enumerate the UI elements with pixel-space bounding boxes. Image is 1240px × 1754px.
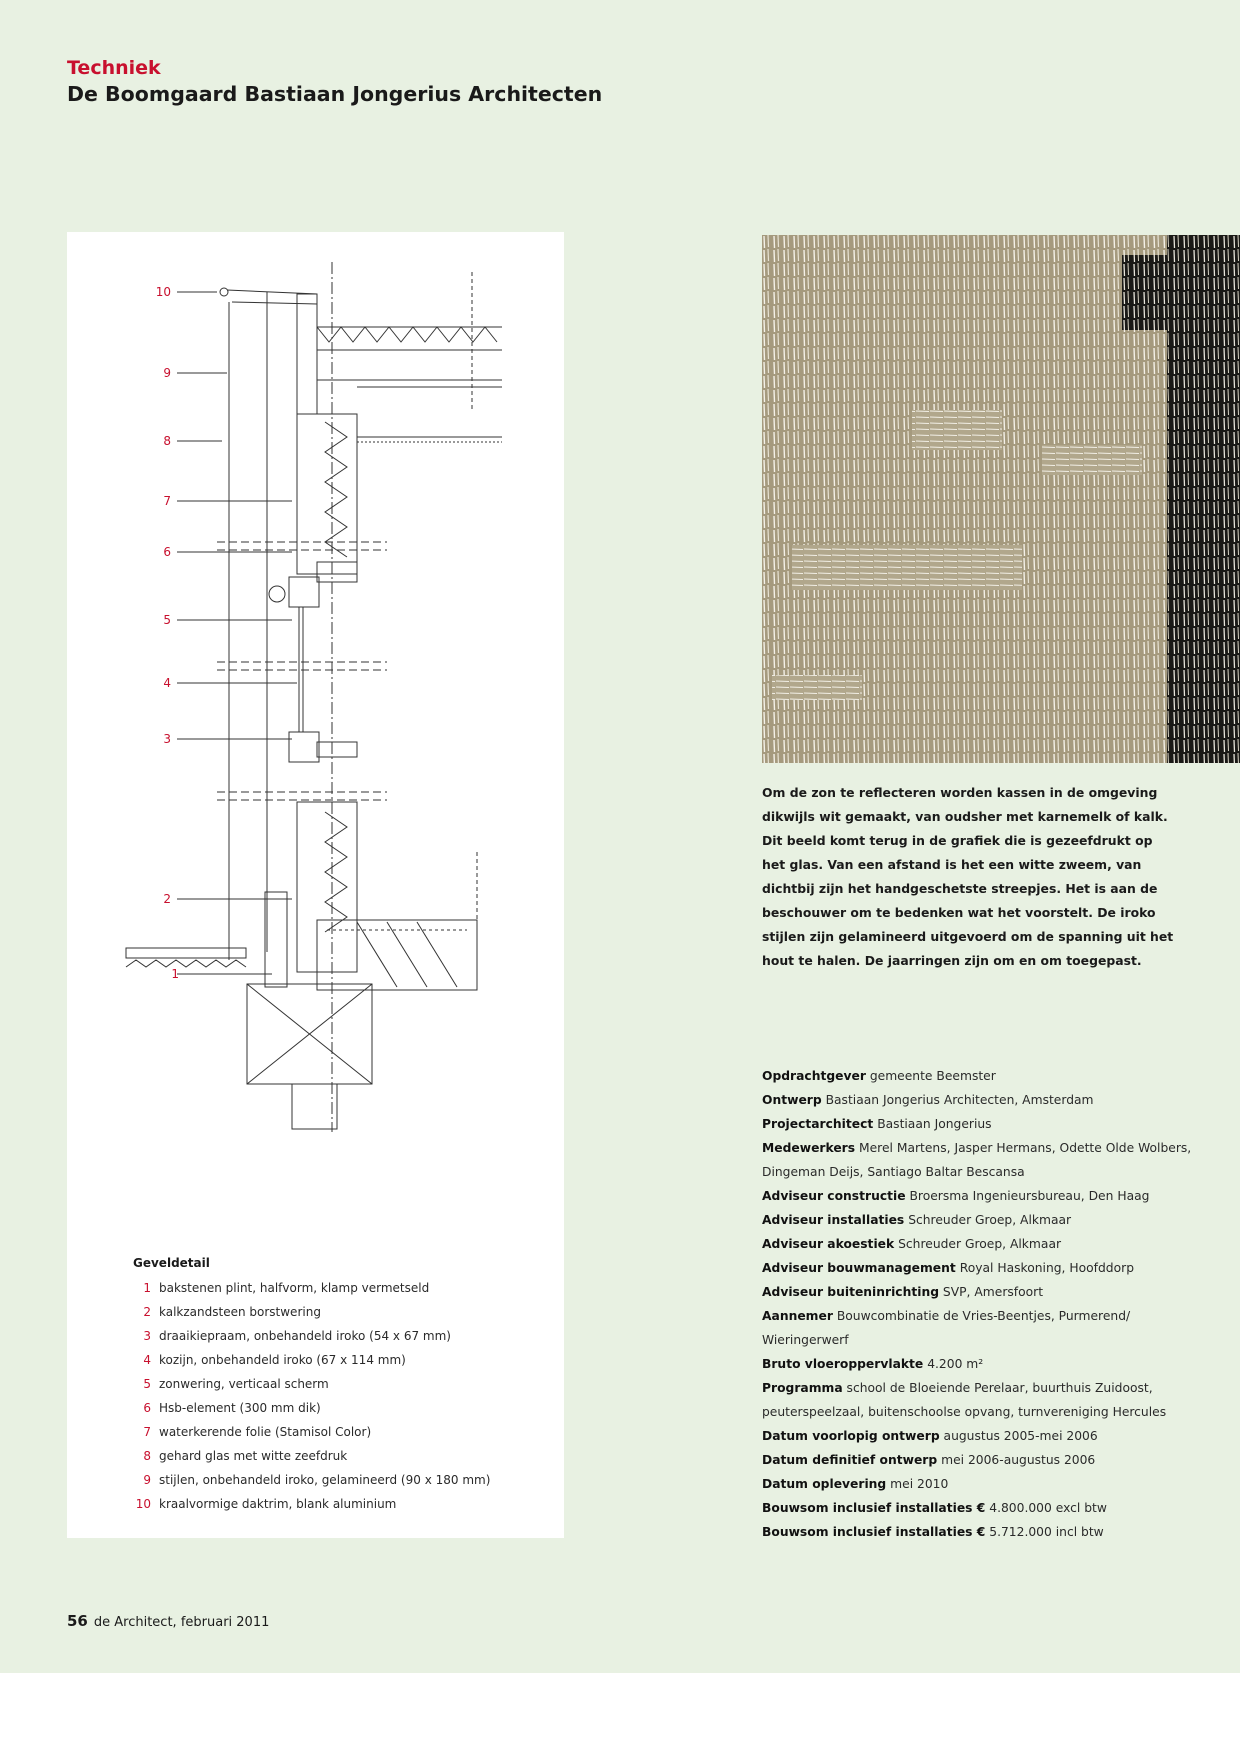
legend-text: draaikiepraam, onbehandeld iroko (54 x 67 mm)	[159, 1329, 451, 1343]
credit-value: Schreuder Groep, Alkmaar	[898, 1237, 1062, 1251]
legend-item	[133, 1372, 553, 1396]
credit-row	[762, 1112, 1202, 1136]
credit-key: Adviseur installaties	[762, 1213, 905, 1227]
credit-row	[762, 1520, 1202, 1544]
legend-item	[133, 1348, 553, 1372]
credit-key: Bouwsom inclusief installaties €	[762, 1525, 986, 1539]
legend-num: 1	[143, 1281, 151, 1295]
legend-item	[133, 1492, 553, 1516]
photo-caption: Om de zon te reflecteren worden kassen in de omgeving dikwijls wit gemaakt, van oudsher met karnemelk of kalk. Dit beeld komt terug in de grafiek die is gezeefdrukt op het glas. Van een afstand is het een witte zweem, van dichtbij zijn het handgeschetste streepjes. Het is aan de beschouwer om te bedenken wat het voorstelt. De iroko stijlen zijn gelamineerd uitgevoerd om de spanning uit het hout te halen. De jaarringen zijn om en om toegepast.	[762, 785, 1174, 968]
credit-value: Royal Haskoning, Hoofddorp	[959, 1261, 1134, 1275]
credit-key: Projectarchitect	[762, 1117, 874, 1131]
legend-num: 9	[143, 1473, 151, 1487]
legend-item	[133, 1396, 553, 1420]
credit-value: Broersma Ingenieursbureau, Den Haag	[909, 1189, 1150, 1203]
credit-key: Medewerkers	[762, 1141, 856, 1155]
legend-num: 4	[143, 1353, 151, 1367]
credit-row	[762, 1232, 1202, 1256]
callout-10: 10	[155, 285, 171, 299]
credit-row	[762, 1208, 1202, 1232]
legend-num: 6	[143, 1401, 151, 1415]
credit-value: Merel Martens, Jasper Hermans, Odette Olde Wolbers, Dingeman Deijs, Santiago Baltar Bescansa	[762, 1141, 1192, 1179]
credit-row	[762, 1184, 1202, 1208]
callout-7: 7	[163, 494, 171, 508]
publication-name: de Architect, februari 2011	[93, 1615, 270, 1630]
credit-row	[762, 1376, 1202, 1424]
credit-value: Bouwcombinatie de Vries-Beentjes, Purmerend/ Wieringerwerf	[762, 1309, 1131, 1347]
credit-row	[762, 1448, 1202, 1472]
legend-text: kalkzandsteen borstwering	[159, 1305, 321, 1319]
legend-item	[133, 1276, 553, 1300]
legend-num: 5	[143, 1377, 151, 1391]
credit-value: mei 2006-augustus 2006	[941, 1453, 1096, 1467]
credit-key: Opdrachtgever	[762, 1069, 866, 1083]
page-number: 56	[67, 1612, 88, 1630]
callout-9: 9	[163, 366, 171, 380]
legend-text: stijlen, onbehandeld iroko, gelamineerd (90 x 180 mm)	[159, 1473, 491, 1487]
credit-row	[762, 1496, 1202, 1520]
credit-row	[762, 1352, 1202, 1376]
credit-row	[762, 1304, 1202, 1352]
credit-key: Adviseur akoestiek	[762, 1237, 895, 1251]
credit-value: Schreuder Groep, Alkmaar	[908, 1213, 1072, 1227]
section-label: Techniek	[67, 57, 161, 79]
legend-num: 3	[143, 1329, 151, 1343]
legend-num: 7	[143, 1425, 151, 1439]
credit-value: 5.712.000 incl btw	[989, 1525, 1104, 1539]
credit-row	[762, 1136, 1202, 1184]
callout-2: 2	[163, 892, 171, 906]
credit-key: Adviseur buiteninrichting	[762, 1285, 939, 1299]
credit-value: school de Bloeiende Perelaar, buurthuis Zuidoost, peuterspeelzaal, buitenschoolse opvang, turnvereniging Hercules	[762, 1381, 1167, 1419]
credit-row	[762, 1064, 1202, 1088]
callout-5: 5	[163, 613, 171, 627]
credit-row	[762, 1280, 1202, 1304]
legend-item	[133, 1444, 553, 1468]
callout-6: 6	[163, 545, 171, 559]
credit-value: gemeente Beemster	[869, 1069, 996, 1083]
legend-text: kraalvormige daktrim, blank aluminium	[159, 1497, 397, 1511]
legend-title: Geveldetail	[133, 1256, 210, 1270]
facade-detail-panel	[67, 232, 564, 1538]
callout-8: 8	[163, 434, 171, 448]
page-title: De Boomgaard Bastiaan Jongerius Architecten	[67, 82, 603, 106]
credit-value: augustus 2005-mei 2006	[943, 1429, 1098, 1443]
callout-3: 3	[163, 732, 171, 746]
legend-text: gehard glas met witte zeefdruk	[159, 1449, 348, 1463]
credit-key: Aannemer	[762, 1309, 833, 1323]
project-credits	[762, 1064, 1202, 1544]
legend	[133, 1256, 553, 1516]
credit-key: Datum oplevering	[762, 1477, 887, 1491]
credit-row	[762, 1424, 1202, 1448]
credit-key: Bouwsom inclusief installaties €	[762, 1501, 986, 1515]
credit-key: Datum voorlopig ontwerp	[762, 1429, 940, 1443]
legend-text: zonwering, verticaal scherm	[159, 1377, 329, 1391]
legend-num: 2	[143, 1305, 151, 1319]
facade-section-drawing	[67, 232, 564, 1232]
credit-key: Datum definitief ontwerp	[762, 1453, 938, 1467]
page-footer	[67, 1612, 269, 1630]
credit-key: Adviseur bouwmanagement	[762, 1261, 956, 1275]
legend-item	[133, 1468, 553, 1492]
credit-value: mei 2010	[890, 1477, 949, 1491]
credit-key: Programma	[762, 1381, 843, 1395]
credit-value: Bastiaan Jongerius Architecten, Amsterdam	[825, 1093, 1094, 1107]
legend-text: kozijn, onbehandeld iroko (67 x 114 mm)	[159, 1353, 406, 1367]
legend-item	[133, 1300, 553, 1324]
callout-1: 1	[171, 967, 179, 981]
callout-4: 4	[163, 676, 171, 690]
legend-item	[133, 1420, 553, 1444]
credit-row	[762, 1472, 1202, 1496]
legend-text: waterkerende folie (Stamisol Color)	[159, 1425, 372, 1439]
glass-screenprint-photo	[762, 235, 1240, 763]
legend-item	[133, 1324, 553, 1348]
legend-num: 10	[135, 1497, 151, 1511]
legend-num: 8	[143, 1449, 151, 1463]
screenprint-pattern-image	[762, 235, 1240, 763]
legend-text: bakstenen plint, halfvorm, klamp vermetseld	[159, 1281, 430, 1295]
credit-row	[762, 1088, 1202, 1112]
credit-key: Adviseur constructie	[762, 1189, 906, 1203]
credit-value: 4.800.000 excl btw	[989, 1501, 1107, 1515]
legend-text: Hsb-element (300 mm dik)	[159, 1401, 321, 1415]
credit-key: Bruto vloeroppervlakte	[762, 1357, 924, 1371]
credit-value: SVP, Amersfoort	[942, 1285, 1044, 1299]
credit-key: Ontwerp	[762, 1093, 822, 1107]
credit-row	[762, 1256, 1202, 1280]
credit-value: Bastiaan Jongerius	[877, 1117, 992, 1131]
credit-value: 4.200 m²	[927, 1357, 984, 1371]
